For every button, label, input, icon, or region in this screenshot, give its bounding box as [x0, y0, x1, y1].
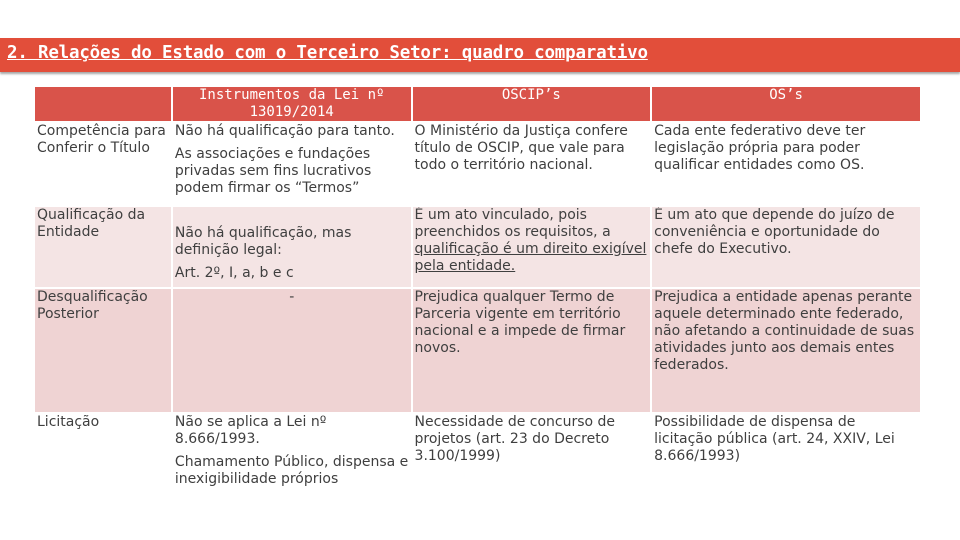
os-cell: Possibilidade de dispensa de licitação pública (art. 24, XXIV, Lei 8.666/1993)	[652, 414, 920, 498]
lei-cell	[173, 207, 411, 287]
oscip-cell: O Ministério da Justiça confere título de OSCIP, que vale para todo o território nacional.	[413, 123, 651, 205]
os-cell: Prejudica a entidade apenas perante aquele determinado ente federado, não afetando a continuidade de suas atividades junto aos demais entes federados.	[652, 289, 920, 412]
header-cell-oscip: OSCIP’s	[413, 87, 651, 121]
os-cell: Cada ente federativo deve ter legislação própria para poder qualificar entidades como OS.	[652, 123, 920, 205]
cell-text: Chamamento Público, dispensa e inexigibilidade próprios	[174, 454, 409, 487]
lei-cell: -	[173, 289, 411, 412]
lei-cell	[173, 414, 411, 498]
oscip-cell	[413, 207, 651, 287]
oscip-cell: Necessidade de concurso de projetos (art. 23 do Decreto 3.100/1999)	[413, 414, 651, 498]
table-row	[35, 414, 920, 498]
cell-text: Não há qualificação para tanto.	[174, 123, 395, 139]
row-label: Qualificação da Entidade	[35, 207, 171, 287]
row-label: Desqualificação Posterior	[35, 289, 171, 412]
cell-text: É um ato vinculado, pois preenchidos os requisitos, a	[414, 207, 611, 240]
table-header-row	[35, 87, 920, 121]
row-label: Competência para Conferir o Título	[35, 123, 171, 205]
slide-title: 2. Relações do Estado com o Terceiro Setor: quadro comparativo	[7, 43, 648, 63]
cell-text: As associações e fundações privadas sem fins lucrativos podem firmar os “Termos”	[174, 146, 372, 196]
lei-cell	[173, 123, 411, 205]
oscip-cell: Prejudica qualquer Termo de Parceria vigente em território nacional e a impede de firmar novos.	[413, 289, 651, 412]
row-label: Licitação	[35, 414, 171, 498]
header-cell-os: OS’s	[652, 87, 920, 121]
os-cell: É um ato que depende do juízo de conveniência e oportunidade do chefe do Executivo.	[652, 207, 920, 287]
header-cell-lei: Instrumentos da Lei nº 13019/2014	[173, 87, 411, 121]
comparison-table	[33, 85, 922, 500]
slide-title-bar	[0, 38, 960, 72]
cell-text: Não se aplica a Lei nº 8.666/1993.	[174, 414, 327, 447]
header-cell-empty	[35, 87, 171, 121]
cell-text: Art. 2º, I, a, b e c	[174, 265, 294, 281]
underlined-text: qualificação é um direito exigível pela entidade.	[414, 241, 647, 274]
cell-text: Não há qualificação, mas definição legal:	[174, 225, 352, 258]
table-row	[35, 289, 920, 412]
table-row	[35, 207, 920, 287]
table-row	[35, 123, 920, 205]
